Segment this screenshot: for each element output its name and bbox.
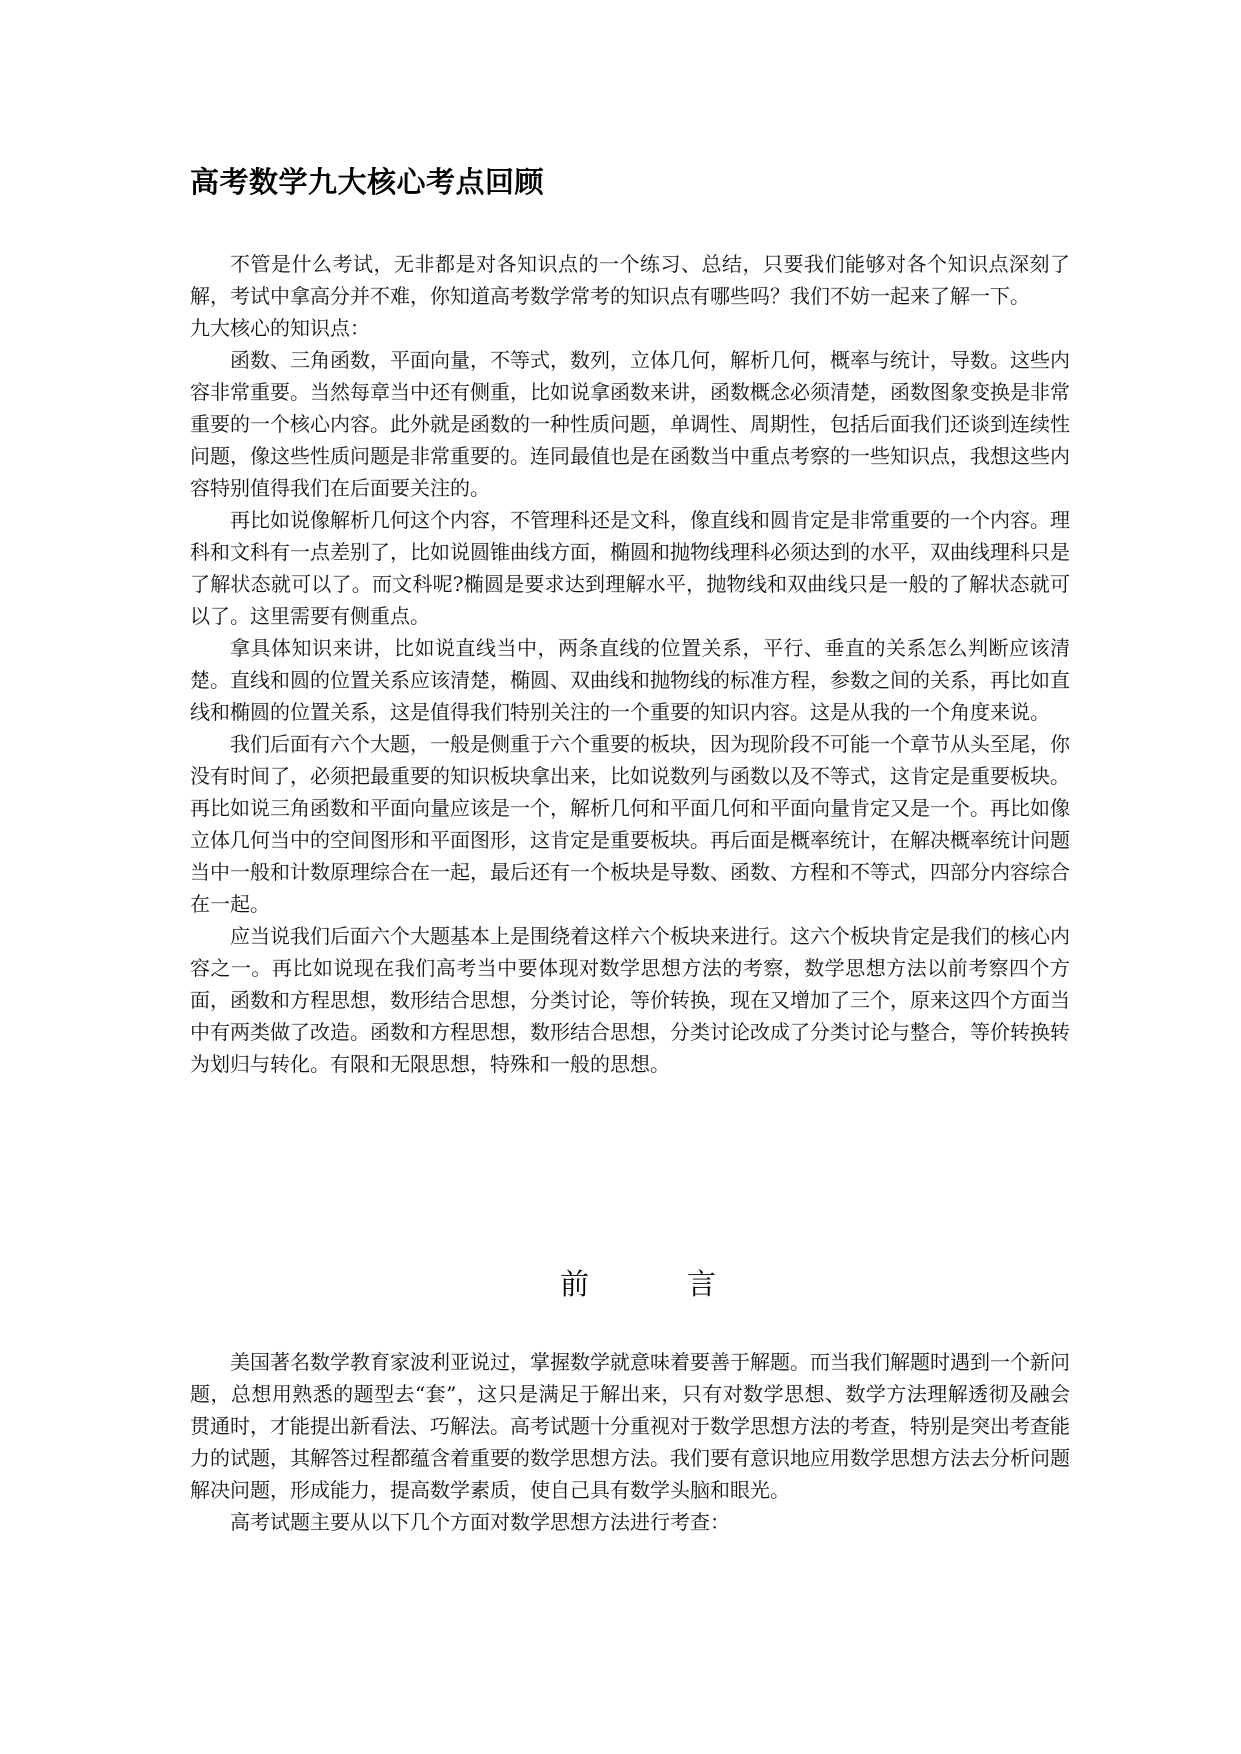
document-title: 高考数学九大核心考点回顾 — [190, 165, 545, 199]
core-topics-section — [190, 248, 1070, 1080]
preface-closing-paragraph: 高考试题主要从以下几个方面对数学思想方法进行考查： — [230, 1510, 730, 1534]
intro-paragraph: 不管是什么考试，无非都是对各知识点的一个练习、总结，只要我们能够对各个知识点深刻了解，考试中拿高分并不难，你知道高考数学常考的知识点有哪些吗？我们不妨一起来了解一下。 — [190, 252, 1070, 308]
analytic-geometry-paragraph: 再比如说像解析几何这个内容，不管理科还是文科，像直线和圆肯定是非常重要的一个内容。理科和文科有一点差别了，比如说圆锥曲线方面，椭圆和抛物线理科必须达到的水平，双曲线理科只是了解状态就可以了。而文科呢?椭圆是要求达到理解水平，抛物线和双曲线只是一般的了解状态就可以了。这里需要有侧重点。 — [190, 508, 1070, 628]
functions-paragraph: 函数、三角函数，平面向量，不等式，数列，立体几何，解析几何，概率与统计，导数。这些内容非常重要。当然每章当中还有侧重，比如说拿函数来讲，函数概念必须清楚，函数图象变换是非常重要的一个核心内容。此外就是函数的一种性质问题，单调性、周期性，包括后面我们还谈到连续性问题，像这些性质问题是非常重要的。连同最值也是在函数当中重点考察的一些知识点，我想这些内容特别值得我们在后面要关注的。 — [190, 348, 1070, 500]
math-thinking-paragraph: 应当说我们后面六个大题基本上是围绕着这样六个板块来进行。这六个板块肯定是我们的核心内容之一。再比如说现在我们高考当中要体现对数学思想方法的考察，数学思想方法以前考察四个方面，函数和方程思想，数形结合思想，分类讨论，等价转换，现在又增加了三个，原来这四个方面当中有两类做了改造。函数和方程思想，数形结合思想，分类讨论改成了分类讨论与整合，等价转换转为划归与转化。有限和无限思想，特殊和一般的思想。 — [190, 924, 1070, 1076]
preface-section — [190, 1346, 1070, 1538]
preface-paragraph: 美国著名数学教育家波利亚说过，掌握数学就意味着要善于解题。而当我们解题时遇到一个新问题，总想用熟悉的题型去“套”，这只是满足于解出来，只有对数学思想、数学方法理解透彻及融会贯通时，才能提出新看法、巧解法。高考试题十分重视对于数学思想方法的考查，特别是突出考查能力的试题，其解答过程都蕴含着重要的数学思想方法。我们要有意识地应用数学思想方法去分析问题解决问题，形成能力，提高数学素质，使自己具有数学头脑和眼光。 — [190, 1350, 1070, 1502]
lines-circles-paragraph: 拿具体知识来讲，比如说直线当中，两条直线的位置关系，平行、垂直的关系怎么判断应该清楚。直线和圆的位置关系应该清楚，椭圆、双曲线和抛物线的标准方程，参数之间的关系，再比如直线和椭圆的位置关系，这是值得我们特别关注的一个重要的知识内容。这是从我的一个角度来说。 — [190, 636, 1070, 724]
knowledge-points-label: 九大核心的知识点： — [190, 316, 370, 340]
six-questions-paragraph: 我们后面有六个大题，一般是侧重于六个重要的板块，因为现阶段不可能一个章节从头至尾，你没有时间了，必须把最重要的知识板块拿出来，比如说数列与函数以及不等式，这肯定是重要板块。再比如说三角函数和平面向量应该是一个，解析几何和平面几何和平面向量肯定又是一个。再比如像立体几何当中的空间图形和平面图形，这肯定是重要板块。再后面是概率统计，在解决概率统计问题当中一般和计数原理综合在一起，最后还有一个板块是导数、函数、方程和不等式，四部分内容综合在一起。 — [190, 732, 1070, 916]
preface-heading: 前言 — [560, 1267, 815, 1301]
